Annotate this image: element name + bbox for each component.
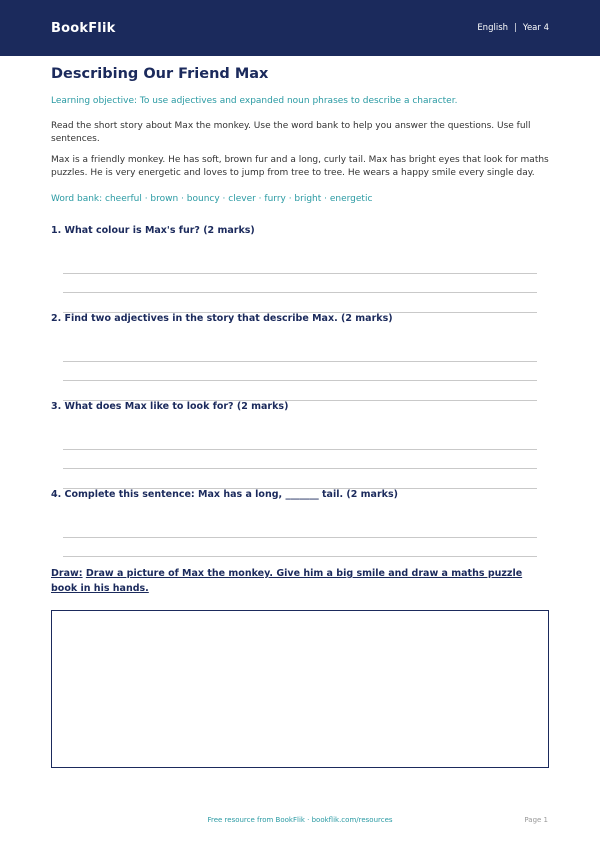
footer-text: Free resource from BookFlik · bookflik.com/resources [207,816,393,824]
subject-meta [477,23,549,33]
word-bank: Word bank: cheerful · brown · bouncy · clever · furry · bright · energetic [51,194,373,204]
meta-separator: | [514,23,517,33]
answer-line[interactable] [63,468,537,469]
learning-objective: Learning objective: To use adjectives and expanded noun phrases to describe a character. [51,96,458,106]
answer-line[interactable] [63,449,537,450]
answer-line[interactable] [63,537,537,538]
brand-logo: BookFlik [51,20,116,36]
question-4: 4. Complete this sentence: Max has a long, _______ tail. (2 marks) [51,489,398,500]
story-text: Max is a friendly monkey. He has soft, brown fur and a long, curly tail. Max has bright eyes that look for maths puzzles. He is very energetic and loves to jump from tree to tree. He wears a happy smile every single day. [51,155,549,178]
question-1: 1. What colour is Max's fur? (2 marks) [51,225,255,236]
drawing-box[interactable] [51,610,549,768]
instructions: Read the short story about Max the monkey. Use the word bank to help you answer the questions. Use full sentences. [51,121,531,144]
draw-instruction [51,566,551,596]
year-label: Year 4 [522,23,549,33]
answer-line[interactable] [63,361,537,362]
subject-label: English [477,23,509,33]
answer-line[interactable] [63,380,537,381]
question-2: 2. Find two adjectives in the story that describe Max. (2 marks) [51,313,393,324]
question-3: 3. What does Max like to look for? (2 marks) [51,401,289,412]
page-header [0,0,600,56]
answer-line[interactable] [63,556,537,557]
draw-prompt: Draw a picture of Max the monkey. Give him a big smile and draw a maths puzzle book in his hands. [51,568,523,594]
answer-line[interactable] [63,273,537,274]
worksheet-title: Describing Our Friend Max [51,66,269,82]
draw-label: Draw: [51,568,83,579]
page-number: Page 1 [524,816,548,824]
answer-line[interactable] [63,292,537,293]
